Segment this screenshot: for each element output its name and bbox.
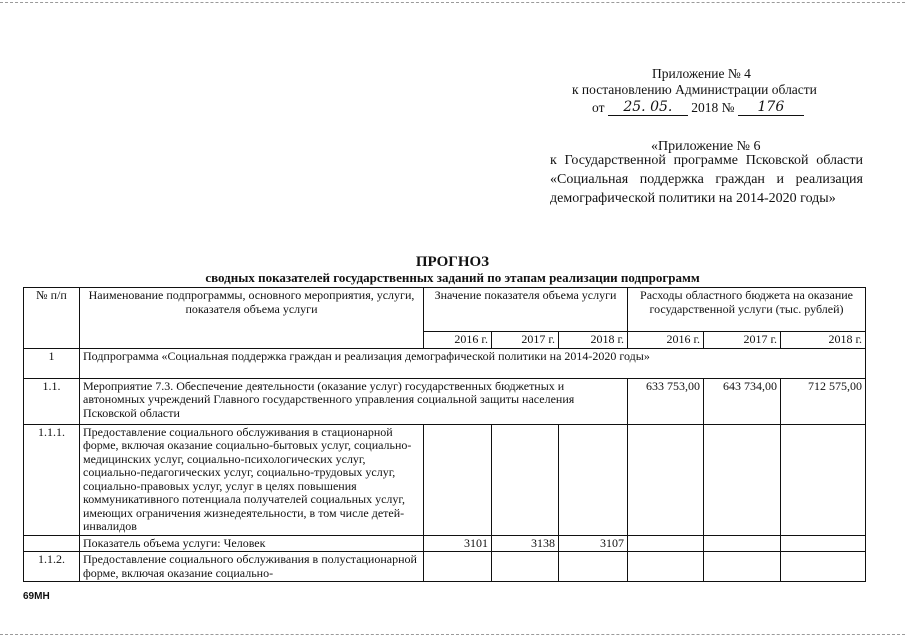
handwritten-date: 25. 05. bbox=[608, 99, 688, 116]
table-header-row bbox=[24, 288, 866, 332]
page-title: ПРОГНОЗ bbox=[415, 254, 490, 270]
page-subtitle: сводных показателей государственных заданий по этапам реализации подпрограмм bbox=[205, 270, 700, 285]
row-number: 1.1.2. bbox=[24, 552, 80, 582]
header-year: 2016 г. bbox=[628, 332, 704, 349]
appendix6-title: «Приложение № 6 bbox=[651, 139, 761, 154]
table-row bbox=[24, 378, 866, 424]
row-number: 1.1. bbox=[24, 378, 80, 424]
header-expenses: Расходы областного бюджета на оказание государственной услуги (тыс. рублей) bbox=[628, 288, 866, 332]
appendix6-body: к Государственной программе Псковской области «Социальная поддержка граждан и реализация демографической политики на 2014-2020 годы» bbox=[550, 153, 863, 206]
indicator-2018: 3107 bbox=[559, 535, 628, 552]
expense-2017: 643 734,00 bbox=[704, 378, 781, 424]
header-num: № п/п bbox=[24, 288, 80, 349]
row-subprogram-title: Подпрограмма «Социальная поддержка граждан и реализация демографической политики на 2014-2020 годы» bbox=[80, 348, 866, 378]
table-row bbox=[24, 552, 866, 582]
indicator-label: Показатель объема услуги: Человек bbox=[80, 535, 424, 552]
header-year: 2016 г. bbox=[424, 332, 492, 349]
header-name: Наименование подпрограммы, основного мероприятия, услуги, показателя объема услуги bbox=[80, 288, 424, 349]
header-volume: Значение показателя объема услуги bbox=[424, 288, 628, 332]
indicators-table bbox=[23, 287, 866, 582]
date-prefix: от bbox=[592, 100, 605, 115]
scan-edge-bottom bbox=[0, 634, 905, 635]
row-number: 1.1.1. bbox=[24, 424, 80, 535]
header-year: 2018 г. bbox=[781, 332, 866, 349]
header-year: 2017 г. bbox=[492, 332, 559, 349]
attachment-line2: к постановлению Администрации области bbox=[572, 82, 817, 97]
attachment-title: Приложение № 4 bbox=[652, 66, 751, 81]
table-row bbox=[24, 424, 866, 535]
row-event-title: Мероприятие 7.3. Обеспечение деятельности (оказание услуг) государственных бюджетных и автономных учреждений Главного государственного управления социальной защиты населения Псковской области bbox=[80, 378, 628, 424]
row-service-title: Предоставление социального обслуживания в стационарной форме, включая оказание социально-бытовых услуг, социально-медицинских услуг, социально-психологических услуг, социально-педагогических услуг, социально-трудовых услуг, социально-правовых услуг, услуг в целях повышения коммуникативного потенциала получателей социальных услуг, имеющих ограничения жизнедеятельности, в том числе детей-инвалидов bbox=[80, 424, 424, 535]
table-row bbox=[24, 535, 866, 552]
row-number: 1 bbox=[24, 348, 80, 378]
footer-code: 69МН bbox=[23, 591, 50, 602]
header-year: 2017 г. bbox=[704, 332, 781, 349]
scan-edge-top bbox=[0, 2, 905, 3]
year-number-label: 2018 № bbox=[691, 100, 735, 115]
indicator-2017: 3138 bbox=[492, 535, 559, 552]
expense-2016: 633 753,00 bbox=[628, 378, 704, 424]
handwritten-number: 176 bbox=[738, 99, 804, 116]
indicator-2016: 3101 bbox=[424, 535, 492, 552]
header-year: 2018 г. bbox=[559, 332, 628, 349]
row-service-title: Предоставление социального обслуживания в полустационарной форме, включая оказание социально- bbox=[80, 552, 424, 582]
attachment-date-line bbox=[592, 99, 804, 116]
table-row bbox=[24, 348, 866, 378]
expense-2018: 712 575,00 bbox=[781, 378, 866, 424]
